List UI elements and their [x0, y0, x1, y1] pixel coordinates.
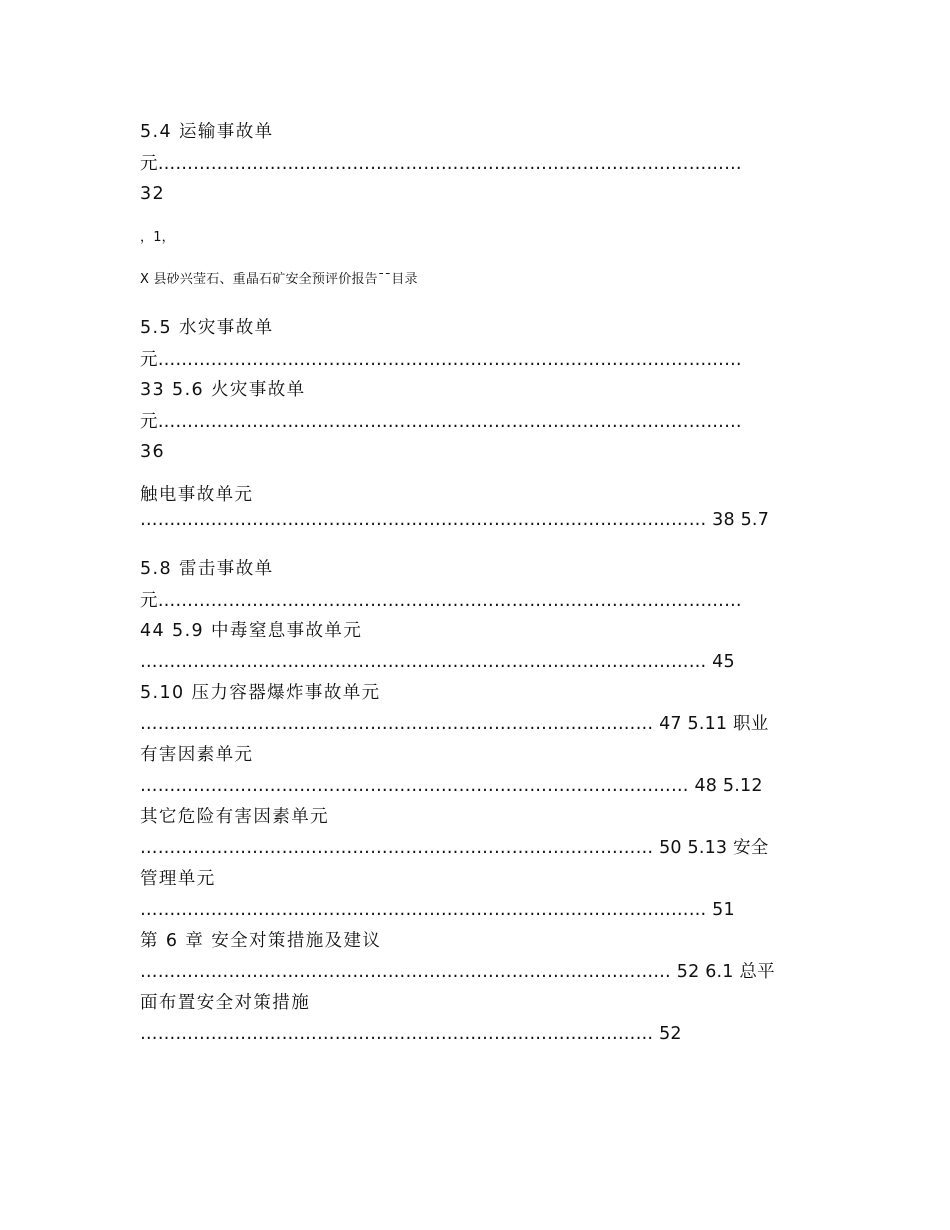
toc-line: 5.5 水灾事故单 [140, 318, 274, 338]
document-page [140, 0, 806, 1230]
toc-line: 第 6 章 安全对策措施及建议 [140, 931, 382, 951]
toc-line: 面布置安全对策措施 [140, 993, 311, 1013]
running-header: X 县砂兴莹石、重晶石矿安全预评价报告¯¯目录 [140, 272, 418, 287]
toc-line: 元……………………………………………………………………………………… [140, 154, 742, 174]
toc-line: 有害因素单元 [140, 745, 254, 765]
toc-line: 触电事故单元 [140, 485, 254, 505]
toc-line: …………………………………………………………………………… 52 [140, 1024, 682, 1044]
toc-line: …………………………………………………………………………………… 45 [140, 652, 735, 672]
toc-line: ………………………………………………………………………………… 48 5.12 [140, 776, 763, 796]
toc-line: 元……………………………………………………………………………………… [140, 412, 742, 432]
toc-line: 44 5.9 中毒窒息事故单元 [140, 621, 363, 641]
toc-line: …………………………………………………………………………………… 51 [140, 900, 735, 920]
toc-line: 5.4 运输事故单 [140, 122, 274, 142]
toc-line: 5.8 雷击事故单 [140, 559, 274, 579]
toc-line: 36 [140, 442, 166, 462]
toc-line: …………………………………………………………………………… 50 5.13 安全 [140, 838, 769, 858]
toc-line: …………………………………………………………………………… 47 5.11 职业 [140, 714, 769, 734]
toc-line: 5.10 压力容器爆炸事故单元 [140, 683, 381, 703]
toc-line: …………………………………………………………………………………… 38 5.7 [140, 510, 770, 530]
toc-line: 32 [140, 184, 166, 204]
toc-line: 33 5.6 火灾事故单 [140, 380, 306, 400]
toc-line: 元……………………………………………………………………………………… [140, 350, 742, 370]
page-number: ，1， [140, 230, 175, 245]
toc-line: ……………………………………………………………………………… 52 6.1 总平 [140, 962, 775, 982]
toc-line: 元……………………………………………………………………………………… [140, 591, 742, 611]
toc-line: 管理单元 [140, 869, 216, 889]
toc-line: 其它危险有害因素单元 [140, 807, 329, 827]
